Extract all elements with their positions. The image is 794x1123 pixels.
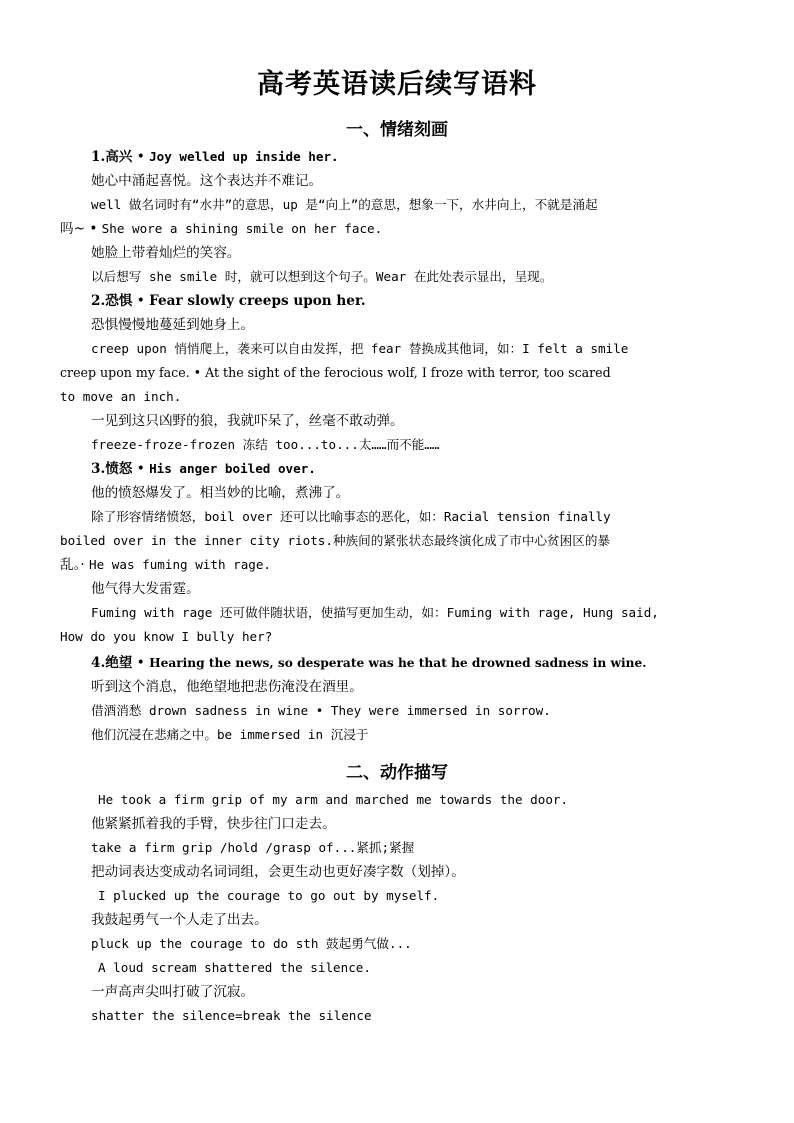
bullet-icon: • [136, 149, 145, 165]
text-line: 他的愤怒爆发了。相当妙的比喻，煮沸了。 [91, 485, 350, 501]
text-line: I plucked up the courage to go out by myself. [98, 888, 440, 903]
text-line: 她脸上带着灿烂的笑容。 [91, 245, 241, 261]
text-line: He took a firm grip of my arm and marched me towards the door. [98, 792, 569, 807]
text-line: shatter the silence=break the silence [91, 1008, 372, 1023]
text-line: to move an inch. [60, 389, 182, 404]
document-title: 高考英语读后续写语料 [257, 69, 537, 100]
text-line: freeze-froze-frozen 冻结 too...to...太……而不能…… [91, 437, 440, 452]
text-line: 除了形容情绪愤怒，boil over 还可以比喻事态的恶化，如：Racial tension finally [91, 509, 611, 524]
text-line: 借酒消愁 drown sadness in wine • They were immersed in sorrow. [91, 703, 551, 718]
text-line: How do you know I bully her? [60, 629, 273, 644]
entry-number: 1.高兴 [91, 149, 133, 165]
text-line: 一声高声尖叫打破了沉寂。 [91, 984, 255, 1000]
entry-heading-joy [91, 148, 339, 166]
text-line: 乱。· He was fuming with rage. [60, 557, 272, 573]
entry-heading-anger [91, 460, 316, 478]
text-line: A loud scream shattered the silence. [98, 960, 371, 975]
text-line: boiled over in the inner city riots.种族间的紧张状态最终演化成了市中心贫困区的暴 [60, 533, 611, 548]
text-line: 把动词表达变成动名词词组，会更生动也更好凑字数（划掉）。 [91, 864, 465, 880]
entry-heading-fear [91, 292, 366, 310]
bullet-icon: • [89, 221, 98, 237]
text-line: pluck up the courage to do sth 鼓起勇气做... [91, 936, 412, 951]
text-line: 以后想写 she smile 时，就可以想到这个句子。Wear 在此处表示显出，呈现。 [91, 269, 553, 284]
text-line: 他紧紧抓着我的手臂，快步往门口走去。 [91, 816, 336, 832]
text-line: creep upon my face. • At the sight of the ferocious wolf, I froze with terror, too scared [60, 365, 611, 380]
entry-sentence: Joy welled up inside her. [149, 149, 339, 164]
text-line: 他们沉浸在悲痛之中。be immersed in 沉浸于 [91, 727, 369, 742]
entry-number: 2.恐惧 [91, 293, 133, 309]
entry-sentence: Fear slowly creeps upon her. [149, 293, 366, 309]
bullet-icon: • [136, 461, 145, 477]
text-line: Fuming with rage 还可做伴随状语，使描写更加生动，如：Fuming with rage, Hung said, [91, 605, 659, 620]
text-line: creep upon 悄悄爬上，袭来可以自由发挥，把 fear 替换成其他词，如：I felt a smile [91, 341, 629, 356]
text-line: 他气得大发雷霆。 [91, 581, 200, 597]
text-line: well 做名词时有“水井”的意思，up 是“向上”的意思，想象一下，水井向上，不就是涌起 [91, 197, 598, 212]
entry-sentence: His anger boiled over. [149, 461, 316, 476]
text-line: 她心中涌起喜悦。这个表达并不难记。 [91, 173, 323, 189]
entry-number: 4.绝望 [91, 655, 133, 671]
bullet-icon: • [136, 293, 145, 309]
entry-number: 3.愤怒 [91, 461, 133, 477]
entry-heading-despair [91, 654, 646, 672]
text-line: take a firm grip /hold /grasp of...紧抓;紧握 [91, 840, 415, 855]
text-line: 我鼓起勇气一个人走了出去。 [91, 912, 268, 928]
text-line: 听到这个消息，他绝望地把悲伤淹没在酒里。 [91, 679, 363, 695]
section-heading-emotion: 一、情绪刻画 [346, 120, 448, 140]
text-line: 一见到这只凶野的狼，我就吓呆了，丝毫不敢动弹。 [91, 413, 404, 429]
text-line: 吗~ • She wore a shining smile on her face. [60, 221, 383, 237]
section-heading-action: 二、动作描写 [346, 763, 448, 783]
text-line: 恐惧慢慢地蔓延到她身上。 [91, 317, 255, 333]
entry-sentence: Hearing the news, so desperate was he that he drowned sadness in wine. [149, 656, 647, 670]
bullet-icon: • [136, 655, 145, 671]
